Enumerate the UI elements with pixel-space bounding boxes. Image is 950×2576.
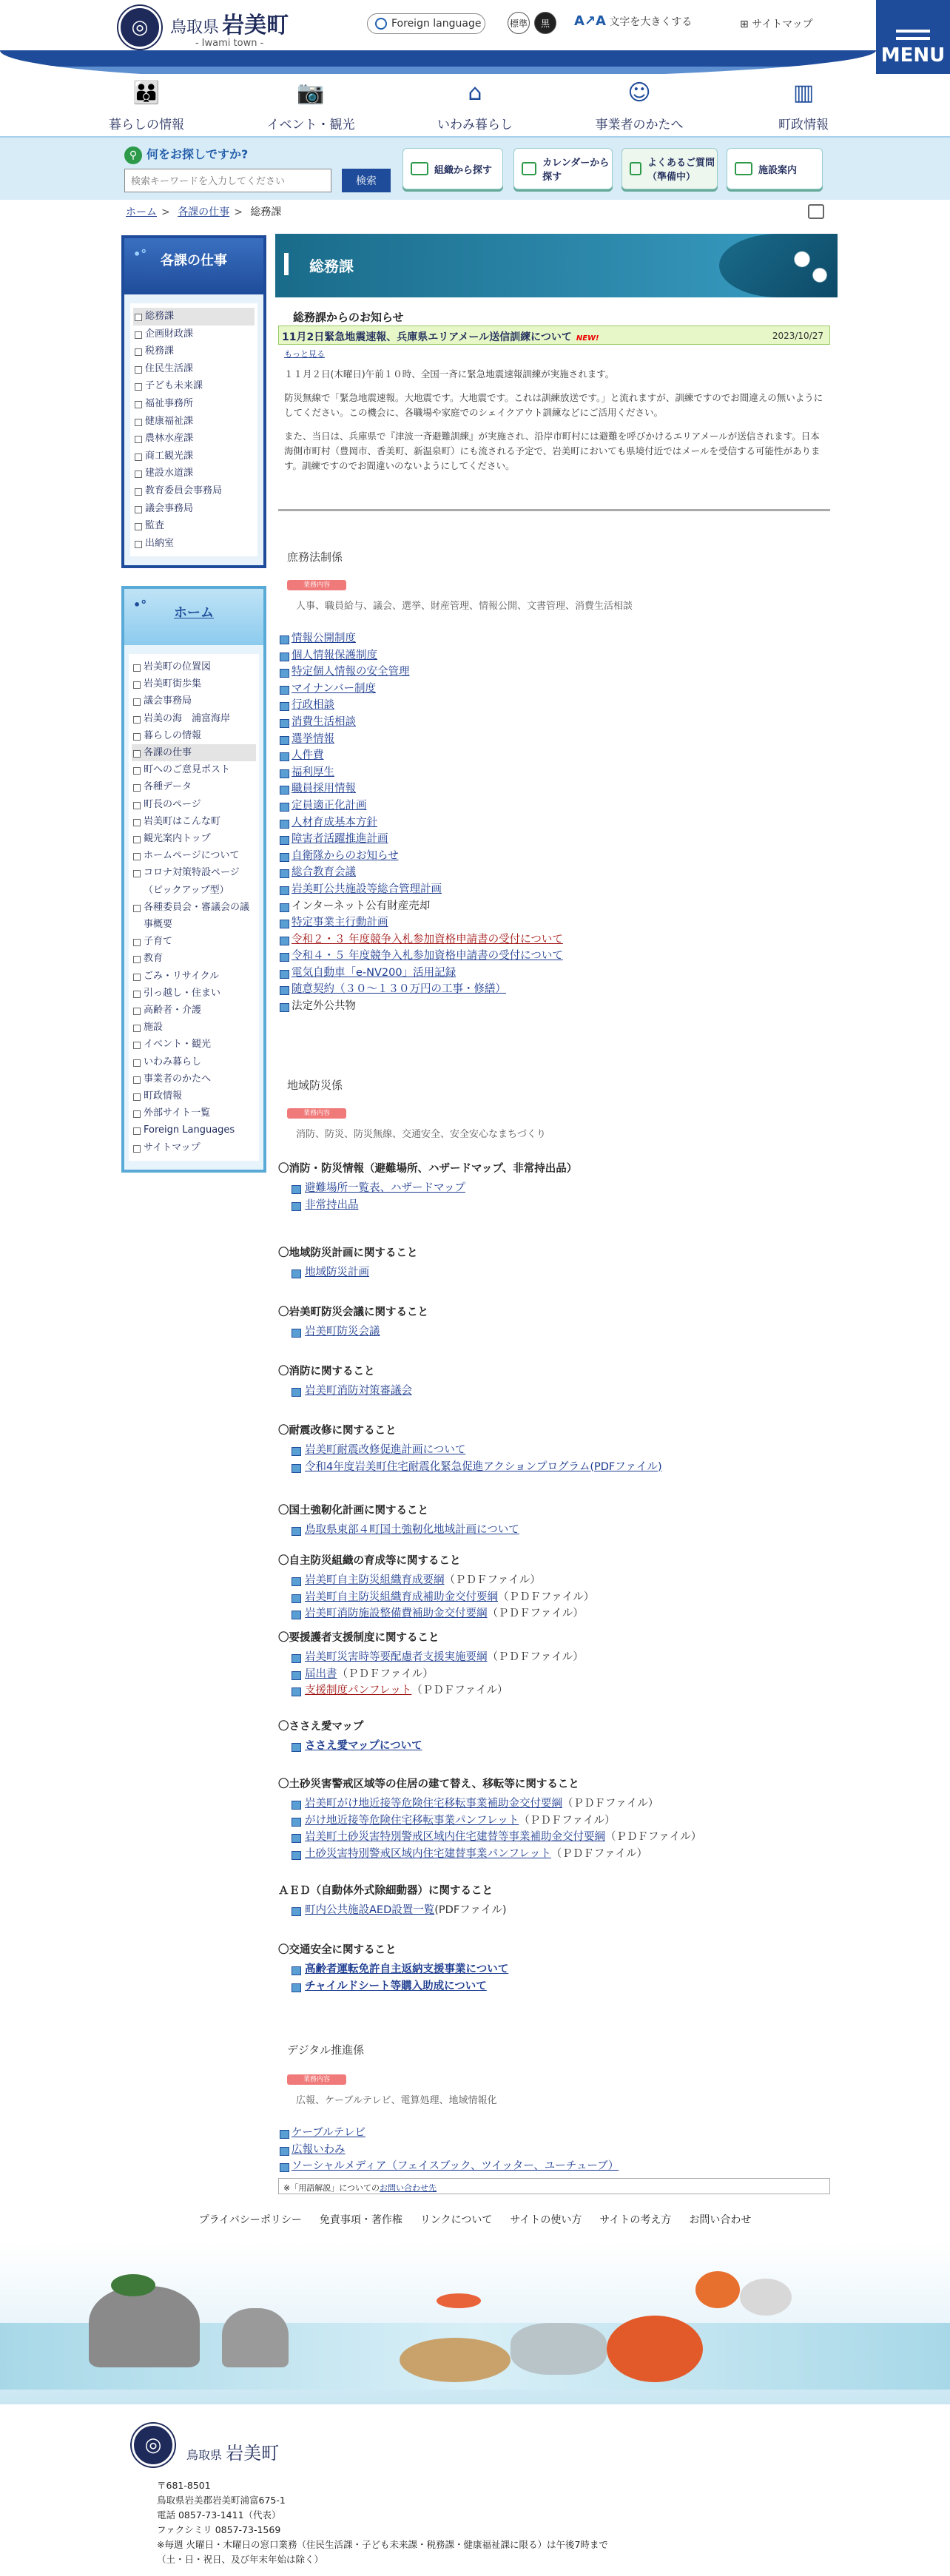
sidebar-item[interactable]: 出納室 bbox=[133, 535, 255, 553]
notice-section-title: 総務課からのお知らせ bbox=[293, 311, 404, 324]
group-link-row bbox=[278, 1572, 826, 1589]
quick-facility-button[interactable] bbox=[727, 148, 823, 189]
logo-pref: 鳥取県 bbox=[170, 18, 220, 37]
gnav-iwami-life[interactable] bbox=[393, 74, 557, 141]
duty-tag: 業務内容 bbox=[287, 2074, 346, 2085]
sidebar-item[interactable]: 町へのご意見ポスト bbox=[132, 761, 256, 778]
group-heading: 〇岩美町防災会議に関すること bbox=[278, 1306, 428, 1318]
group-link-row bbox=[278, 1180, 826, 1197]
content-link[interactable]: がけ地近接等危険住宅移転事業パンフレット bbox=[305, 1814, 519, 1827]
print-icon[interactable] bbox=[808, 204, 824, 219]
disaster-group bbox=[278, 1422, 826, 1475]
menu-label: MENU bbox=[880, 44, 946, 67]
general-links bbox=[280, 630, 563, 1015]
sidebar-title-text: ホーム bbox=[174, 605, 214, 621]
section-title-general: 庶務法制係 bbox=[287, 550, 343, 564]
content-link[interactable]: 鳥取県東部４町国土強靭化地域計画について bbox=[305, 1524, 519, 1536]
sidebar-item[interactable]: 町長のページ bbox=[132, 796, 256, 813]
logo-town: 岩美町 bbox=[222, 12, 289, 38]
crab-small-illustration bbox=[695, 2271, 740, 2308]
sidebar-departments-title bbox=[124, 238, 263, 294]
content-link[interactable]: 個人情報保護制度 bbox=[292, 649, 377, 661]
department-header bbox=[275, 234, 838, 297]
facility-icon bbox=[735, 162, 752, 175]
disaster-group bbox=[278, 1304, 826, 1341]
font-size-button[interactable] bbox=[574, 13, 692, 29]
link-item bbox=[280, 747, 563, 764]
sidebar-item[interactable]: 企画財政課 bbox=[133, 326, 255, 343]
content-link[interactable]: 総合教育会議 bbox=[292, 866, 356, 879]
footer-fax: ファクシミリ 0857-73-1569 bbox=[157, 2524, 281, 2535]
contrast-switch bbox=[508, 12, 556, 34]
content-link[interactable]: 特定事業主行動計画 bbox=[292, 917, 388, 929]
notice-link[interactable]: 11月2日緊急地震速報、兵庫県エリアメール送信訓練について bbox=[282, 331, 572, 343]
breadcrumb-current: 総務課 bbox=[250, 206, 282, 218]
quick-label: カレンダーから探す bbox=[542, 158, 610, 183]
menu-button[interactable] bbox=[876, 0, 950, 74]
sidebar-item[interactable]: 高齢者・介護 bbox=[132, 1002, 256, 1019]
group-link-row bbox=[278, 1978, 826, 1995]
sidebar-item[interactable]: 各課の仕事 bbox=[132, 744, 256, 761]
disaster-group bbox=[278, 1629, 826, 1699]
group-heading: 〇国土強靭化計画に関すること bbox=[278, 1505, 428, 1517]
sitemap-label: サイトマップ bbox=[752, 18, 813, 30]
duty-description: 人事、職員給与、議会、選挙、財産管理、情報公開、文書管理、消費生活相談 bbox=[296, 601, 633, 612]
rock-arch-illustration bbox=[89, 2286, 200, 2367]
camera-icon: 📷 bbox=[297, 80, 325, 106]
sidebar-item[interactable]: 施設 bbox=[132, 1019, 256, 1036]
group-heading: 〇要援護者支援制度に関すること bbox=[278, 1632, 439, 1644]
rock-illustration bbox=[222, 2308, 289, 2367]
sitemap-icon: ⊞ bbox=[740, 18, 752, 30]
house-icon: ⌂ bbox=[468, 80, 482, 106]
content-link[interactable]: 特定個人情報の安全管理 bbox=[292, 666, 410, 678]
sidebar-item[interactable]: 岩美町の位置図 bbox=[132, 658, 256, 675]
link-item bbox=[280, 714, 563, 731]
group-link-row bbox=[278, 1829, 826, 1846]
file-type-suffix: （ＰＤＦファイル） bbox=[550, 1847, 647, 1860]
font-size-icon: A↗A bbox=[574, 13, 606, 29]
quick-label: 組織から探す bbox=[434, 164, 493, 176]
group-heading: 〇自主防災組織の育成等に関すること bbox=[278, 1555, 461, 1567]
sidebar-item[interactable]: 税務課 bbox=[133, 343, 255, 360]
content-link[interactable]: 令和４・５ 年度競争入札参加資格申請書の受付について bbox=[292, 950, 563, 962]
link-item bbox=[280, 731, 563, 748]
divider bbox=[278, 509, 830, 511]
content-link[interactable]: ソーシャルメディア（フェイスブック、ツイッター、ユーチューブ） bbox=[292, 2160, 619, 2173]
group-link-row bbox=[278, 1649, 826, 1666]
person-icon: ☺ bbox=[627, 80, 651, 106]
shrimp-illustration bbox=[437, 2293, 481, 2308]
sidebar-item[interactable]: 各種委員会・審議会の議事概要 bbox=[132, 899, 256, 933]
section-title-disaster: 地域防災係 bbox=[287, 1079, 343, 1092]
file-type-suffix: (PDFファイル) bbox=[434, 1904, 507, 1916]
sidebar-item[interactable]: ホームページについて bbox=[132, 847, 256, 864]
footer-pref: 鳥取県 bbox=[186, 2448, 223, 2462]
disaster-group bbox=[278, 1776, 826, 1862]
link-item bbox=[280, 815, 563, 832]
gnav-events[interactable] bbox=[229, 74, 393, 141]
content-link[interactable]: 岩美町防災会議 bbox=[305, 1326, 380, 1338]
sidebar-item[interactable]: 引っ越し・住まい bbox=[132, 985, 256, 1002]
group-link-row bbox=[278, 1961, 826, 1978]
disaster-group bbox=[278, 1363, 826, 1400]
footer-note: （土・日・祝日、及び年末年始は除く） bbox=[157, 2554, 324, 2565]
gnav-label: 暮らしの情報 bbox=[109, 118, 184, 132]
link-item bbox=[280, 2142, 619, 2159]
gnav-label: 事業者のかたへ bbox=[595, 118, 684, 132]
breadcrumb: ホーム > 各課の仕事 > 総務課 bbox=[126, 206, 282, 218]
group-link-row bbox=[278, 1605, 826, 1622]
gnav-label: イベント・観光 bbox=[266, 118, 355, 132]
link-item bbox=[280, 681, 563, 698]
notice-more-link[interactable]: もっと見る bbox=[284, 349, 325, 359]
sidebar-item[interactable]: 教育 bbox=[132, 950, 256, 967]
search-question bbox=[124, 145, 248, 164]
group-link-row bbox=[278, 1522, 826, 1539]
disaster-group bbox=[278, 1941, 826, 1995]
foreign-language-select[interactable] bbox=[367, 13, 485, 34]
search-icon: ⚲ bbox=[124, 146, 142, 164]
group-heading: 〇耐震改修に関すること bbox=[278, 1425, 397, 1437]
file-type-suffix: （ＰＤＦファイル） bbox=[337, 1668, 434, 1680]
content-link[interactable]: 定員適正化計画 bbox=[292, 799, 367, 812]
tree-illustration bbox=[111, 2274, 155, 2296]
squid-illustration bbox=[511, 2323, 607, 2375]
file-type-suffix: （ＰＤＦファイル） bbox=[519, 1814, 616, 1827]
sidebar-item[interactable]: 農林水産課 bbox=[133, 430, 255, 448]
sidebar-home-list bbox=[129, 654, 259, 1161]
group-link-row bbox=[278, 1902, 826, 1919]
group-link-row bbox=[278, 1264, 826, 1281]
link-item bbox=[280, 630, 563, 647]
sidebar-item[interactable]: Foreign Languages bbox=[132, 1122, 256, 1139]
font-size-label: 文字を大きくする bbox=[609, 16, 693, 28]
duty-tag: 業務内容 bbox=[287, 1108, 346, 1119]
group-link-row bbox=[278, 1324, 826, 1341]
org-icon bbox=[411, 162, 428, 175]
link-item bbox=[280, 931, 563, 948]
content-link[interactable]: マイナンバー制度 bbox=[292, 682, 376, 695]
file-type-suffix: （ＰＤＦファイル） bbox=[487, 1608, 584, 1619]
content-link[interactable]: 障害者活躍推進計画 bbox=[292, 833, 388, 846]
content-link[interactable]: 広報いわみ bbox=[292, 2143, 346, 2156]
new-badge: NEW! bbox=[576, 334, 599, 343]
link-item bbox=[280, 881, 563, 898]
sidebar-item[interactable]: 教育委員会事務局 bbox=[133, 482, 255, 500]
gnav-business[interactable] bbox=[557, 74, 721, 141]
search-button[interactable]: 検索 bbox=[342, 169, 391, 192]
sidebar-item[interactable]: 建設水道課 bbox=[133, 465, 255, 482]
content-link[interactable]: 岩美町がけ地近接等危険住宅移転事業補助金交付要綱 bbox=[305, 1798, 562, 1810]
group-heading: 〇消防に関すること bbox=[278, 1366, 375, 1378]
content-link[interactable]: 岩美町災害時等要配慮者支援実施要綱 bbox=[305, 1651, 488, 1663]
file-type-suffix: （ＰＤＦファイル） bbox=[411, 1685, 508, 1696]
gnav-label: いわみ暮らし bbox=[437, 118, 513, 132]
glossary-note bbox=[278, 2178, 830, 2194]
sidebar-item[interactable]: 福祉事務所 bbox=[133, 395, 255, 413]
duty-description: 消防、防災、防災無線、交通安全、安全安心なまちづくり bbox=[296, 1129, 546, 1140]
page-title: 総務課 bbox=[309, 257, 354, 275]
file-type-suffix: （ＰＤＦファイル） bbox=[562, 1798, 659, 1810]
group-link-row bbox=[278, 1682, 826, 1699]
wave-icon bbox=[719, 234, 838, 297]
link-item bbox=[280, 864, 563, 881]
content-link[interactable]: 職員採用情報 bbox=[292, 783, 356, 795]
content-link[interactable]: 届出書 bbox=[305, 1668, 337, 1680]
sidebar-departments bbox=[121, 235, 266, 568]
group-link-row bbox=[278, 1846, 826, 1863]
digital-links bbox=[280, 2125, 619, 2175]
link-item bbox=[280, 764, 563, 781]
site-footer bbox=[0, 2404, 950, 2576]
section-title-digital: デジタル推進係 bbox=[287, 2043, 365, 2057]
content-link[interactable]: 岩美町土砂災害特別警戒区域内住宅建替等事業補助金交付要綱 bbox=[305, 1831, 605, 1843]
group-heading: 〇消防・防災情報（避難場所、ハザードマップ、非常持出品） bbox=[278, 1163, 578, 1175]
logo-english: - Iwami town - bbox=[195, 37, 264, 49]
sidebar-item[interactable]: 監査 bbox=[133, 517, 255, 535]
group-link-row bbox=[278, 1666, 826, 1683]
link-item bbox=[280, 914, 563, 931]
sidebar-item[interactable]: 議会事務局 bbox=[132, 692, 256, 709]
duty-tag: 業務内容 bbox=[287, 580, 346, 590]
footer-note: ※毎週 火曜日・木曜日の窓口業務（住民生活課・子ども未来課・税務課・健康福祉課に限る）は午後7時まで bbox=[157, 2539, 608, 2550]
content-link[interactable]: 岩美町公共施設等総合管理計画 bbox=[292, 883, 442, 895]
notice-paragraph: 防災無線で「緊急地震速報。大地震です。大地震です。これは訓練放送です。」と流れますが、訓練ですのでお間違えの無いようにしてください。この機会に、各職場や家庭でのシェイクアウト訓練などにご活用ください。 bbox=[284, 392, 823, 418]
hamburger-icon bbox=[896, 25, 930, 44]
sidebar-item[interactable]: 事業者のかたへ bbox=[132, 1070, 256, 1088]
search-bar bbox=[0, 136, 950, 200]
disaster-group bbox=[278, 1244, 826, 1281]
link-item bbox=[280, 697, 563, 714]
link-item bbox=[280, 2158, 619, 2175]
link-item bbox=[280, 780, 563, 798]
group-heading: 〇地域防災計画に関すること bbox=[278, 1247, 418, 1259]
link-item bbox=[280, 664, 563, 681]
link-item bbox=[280, 981, 563, 998]
footer-link[interactable]: サイトの使い方 bbox=[510, 2214, 582, 2226]
notice-body bbox=[284, 367, 829, 482]
content-link[interactable]: 自衛隊からのお知らせ bbox=[292, 849, 399, 862]
quick-calendar-button[interactable] bbox=[513, 148, 613, 189]
breadcrumb-home[interactable]: ホーム bbox=[126, 206, 157, 218]
sidebar-item[interactable]: 健康福祉課 bbox=[133, 413, 255, 431]
footer-link[interactable]: お問い合わせ bbox=[689, 2214, 752, 2226]
gnav-living[interactable] bbox=[64, 74, 229, 141]
bubbles-icon: •° bbox=[133, 247, 147, 261]
sidebar-item[interactable]: 議会事務局 bbox=[133, 500, 255, 518]
content-link[interactable]: 令和4年度岩美町住宅耐震化緊急促進アクションプログラム(PDFファイル) bbox=[305, 1460, 662, 1473]
link-item: インターネット公有財産売却 bbox=[280, 898, 563, 915]
group-heading: 〇交通安全に関すること bbox=[278, 1944, 397, 1956]
site-logo[interactable] bbox=[118, 6, 289, 49]
content-link[interactable]: 福利厚生 bbox=[292, 766, 334, 778]
content-link[interactable]: 岩美町消防施設整備費補助金交付要綱 bbox=[305, 1608, 488, 1619]
link-item bbox=[280, 948, 563, 965]
sidebar-item[interactable]: 暮らしの情報 bbox=[132, 727, 256, 744]
content-link[interactable]: 人件費 bbox=[292, 749, 324, 762]
content-link[interactable]: 支援制度パンフレット bbox=[305, 1685, 412, 1696]
quick-label: よくあるご質問（準備中） bbox=[647, 158, 715, 183]
group-link-row bbox=[278, 1383, 826, 1400]
glossary-text: ※「用語解説」についての bbox=[283, 2183, 380, 2193]
file-type-suffix: （ＰＤＦファイル） bbox=[444, 1574, 541, 1586]
sitemap-link[interactable] bbox=[740, 16, 813, 31]
family-icon: 👪 bbox=[132, 80, 161, 106]
sidebar-item[interactable]: 各種データ bbox=[132, 778, 256, 795]
footer-name bbox=[186, 2438, 279, 2464]
disaster-group bbox=[278, 1552, 826, 1622]
link-item bbox=[280, 2125, 619, 2142]
content-link[interactable]: 岩美町耐震改修促進計画について bbox=[305, 1444, 466, 1456]
group-link-row bbox=[278, 1197, 826, 1214]
content-link[interactable]: 消費生活相談 bbox=[292, 715, 356, 728]
search-input[interactable] bbox=[124, 169, 331, 192]
sidebar-item[interactable]: 町政情報 bbox=[132, 1088, 256, 1105]
group-link-row bbox=[278, 1738, 826, 1755]
sidebar-item[interactable]: 外部サイト一覧 bbox=[132, 1105, 256, 1122]
footer-links bbox=[0, 2212, 950, 2227]
sidebar-item[interactable]: 住民生活課 bbox=[133, 360, 255, 378]
breadcrumb-parent[interactable]: 各課の仕事 bbox=[178, 206, 230, 218]
group-link-row bbox=[278, 1589, 826, 1606]
sidebar-item[interactable]: 岩美町はこんな町 bbox=[132, 813, 256, 830]
title-bar bbox=[284, 253, 289, 275]
content-link[interactable]: 地域防災計画 bbox=[305, 1267, 369, 1278]
calendar-icon bbox=[522, 162, 536, 175]
content-link[interactable]: チャイルドシート等購入助成について bbox=[305, 1980, 487, 1992]
link-item bbox=[280, 848, 563, 865]
sidebar-item[interactable]: イベント・観光 bbox=[132, 1036, 256, 1053]
sidebar-departments-list bbox=[130, 303, 257, 556]
notice-paragraph: １１月２日(木曜日)午前１０時、全国一斉に緊急地震速報訓練が実施されます。 bbox=[284, 368, 615, 380]
sidebar-item[interactable]: 総務課 bbox=[133, 308, 255, 326]
footer-zip: 〒681-8501 bbox=[157, 2480, 211, 2491]
content-link[interactable]: ささえ愛マップについて bbox=[305, 1740, 422, 1752]
duty-description: 広報、ケーブルテレビ、電算処理、地域情報化 bbox=[296, 2095, 497, 2106]
quick-label: 施設案内 bbox=[758, 164, 798, 176]
link-item: 法定外公共物 bbox=[280, 998, 563, 1015]
file-type-suffix: （ＰＤＦファイル） bbox=[498, 1591, 595, 1603]
footer-link[interactable]: 免責事項・著作権 bbox=[319, 2214, 402, 2226]
content-link[interactable]: 人材育成基本方針 bbox=[292, 816, 377, 829]
search-question-text: 何をお探しですか? bbox=[146, 147, 249, 161]
disaster-group bbox=[278, 1502, 826, 1539]
content-link[interactable]: 選挙情報 bbox=[292, 732, 334, 745]
faq-icon bbox=[630, 162, 641, 175]
content-link[interactable]: 土砂災害特別警戒区域内住宅建替事業パンフレット bbox=[305, 1847, 551, 1860]
link-item bbox=[280, 647, 563, 664]
footer-emblem-icon: ◎ bbox=[132, 2424, 175, 2467]
sidebar-item[interactable]: いわみ暮らし bbox=[132, 1053, 256, 1070]
gnav-government[interactable] bbox=[721, 74, 886, 141]
book-icon: ▥ bbox=[792, 80, 815, 106]
sidebar-item[interactable]: 商工観光課 bbox=[133, 448, 255, 465]
sidebar-title-text: 各課の仕事 bbox=[161, 253, 227, 269]
group-link-row bbox=[278, 1442, 826, 1459]
content-link[interactable]: 行政相談 bbox=[292, 699, 334, 712]
file-type-suffix: （ＰＤＦファイル） bbox=[487, 1651, 584, 1663]
group-heading: ＡＥＤ（自動体外式除細動器）に関すること bbox=[278, 1885, 493, 1897]
disaster-group bbox=[278, 1718, 826, 1755]
footer-address bbox=[157, 2478, 608, 2567]
quick-faq-button[interactable] bbox=[621, 148, 718, 189]
sidebar-item[interactable]: ごみ・リサイクル bbox=[132, 968, 256, 985]
quick-org-button[interactable] bbox=[402, 148, 503, 189]
contrast-standard-button[interactable]: 標準 bbox=[508, 12, 530, 34]
bubbles-icon: •° bbox=[133, 598, 147, 612]
sidebar-home bbox=[121, 586, 266, 1173]
notice-paragraph: また、当日は、兵庫県で『津波一斉避難訓練』が実施され、沿岸市町村には避難を呼びかけるエリアメールが送信されます。日本海側市町村（豊岡市、香美町、新温泉町）にも流される予定で、岩美町においても県境付近ではメールを受信する可能性があります。訓練ですのでお間違いのないようにしてください。 bbox=[284, 431, 821, 471]
content-link[interactable]: 随意契約（３０～１３０万円の工事・修繕） bbox=[292, 983, 506, 996]
footer-link[interactable]: プライバシーポリシー bbox=[198, 2214, 302, 2226]
contrast-black-button[interactable]: 黒 bbox=[534, 12, 556, 34]
sidebar-item[interactable]: 岩美町街歩集 bbox=[132, 675, 256, 692]
content-link[interactable]: 情報公開制度 bbox=[292, 633, 356, 644]
global-nav bbox=[0, 74, 950, 141]
globe-icon bbox=[375, 18, 387, 30]
disaster-group bbox=[278, 1160, 826, 1213]
crab-illustration bbox=[607, 2316, 703, 2382]
sidebar-item[interactable]: 観光案内トップ bbox=[132, 830, 256, 847]
link-item bbox=[280, 798, 563, 815]
footer-town: 岩美町 bbox=[226, 2443, 280, 2464]
sidebar-item[interactable]: コロナ対策特設ページ（ピックアップ型） bbox=[132, 864, 256, 898]
sidebar-item[interactable]: 子育て bbox=[132, 933, 256, 950]
group-link-row bbox=[278, 1459, 826, 1476]
content-link[interactable]: 岩美町自主防災組織育成要綱 bbox=[305, 1574, 445, 1586]
content-link[interactable]: 高齢者運転免許自主返納支援事業について bbox=[305, 1963, 509, 1975]
content-link[interactable]: 電気自動車「e-NV200」活用記録 bbox=[292, 966, 457, 979]
footer-link[interactable]: リンクについて bbox=[420, 2214, 493, 2226]
content-link[interactable]: 岩美町自主防災組織育成補助金交付要綱 bbox=[305, 1591, 498, 1603]
sidebar-item[interactable]: 岩美の海 浦富海岸 bbox=[132, 710, 256, 727]
sidebar-home-title[interactable] bbox=[124, 589, 263, 645]
content-link[interactable]: 町内公共施設AED設置一覧 bbox=[305, 1904, 435, 1916]
file-type-suffix: （ＰＤＦファイル） bbox=[605, 1831, 702, 1843]
footer-tel: 電話 0857-73-1411（代表） bbox=[157, 2509, 281, 2521]
shell-illustration bbox=[740, 2279, 792, 2316]
notice-date: 2023/10/27 bbox=[772, 331, 823, 341]
sidebar-item[interactable]: サイトマップ bbox=[132, 1139, 256, 1156]
footer-addr: 鳥取県岩美郡岩美町浦富675-1 bbox=[157, 2495, 286, 2506]
notice-item bbox=[278, 326, 830, 345]
content-link[interactable]: 令和２・３ 年度競争入札参加資格申請書の受付について bbox=[292, 933, 563, 945]
group-link-row bbox=[278, 1813, 826, 1830]
content-link[interactable]: ケーブルテレビ bbox=[292, 2127, 365, 2139]
link-item bbox=[280, 965, 563, 982]
flatfish-illustration bbox=[400, 2338, 511, 2382]
sidebar-item[interactable]: 子ども未来課 bbox=[133, 377, 255, 395]
content-link[interactable]: 避難場所一覧表、ハザードマップ bbox=[305, 1182, 465, 1194]
gnav-label: 町政情報 bbox=[778, 118, 829, 132]
glossary-contact-link[interactable]: お問い合わせ先 bbox=[380, 2183, 437, 2193]
foreign-language-label: Foreign language bbox=[391, 18, 482, 30]
footer-illustration bbox=[0, 2242, 950, 2404]
group-heading: 〇土砂災害警戒区域等の住居の建て替え、移転等に関すること bbox=[278, 1778, 579, 1790]
footer-link[interactable]: サイトの考え方 bbox=[599, 2214, 672, 2226]
link-item bbox=[280, 831, 563, 848]
group-link-row bbox=[278, 1796, 826, 1813]
content-link[interactable]: 非常持出品 bbox=[305, 1198, 359, 1211]
disaster-group bbox=[278, 1882, 826, 1919]
town-emblem-icon: ◎ bbox=[118, 6, 161, 49]
content-link[interactable]: 岩美町消防対策審議会 bbox=[305, 1385, 412, 1397]
group-heading: 〇ささえ愛マップ bbox=[278, 1721, 364, 1733]
